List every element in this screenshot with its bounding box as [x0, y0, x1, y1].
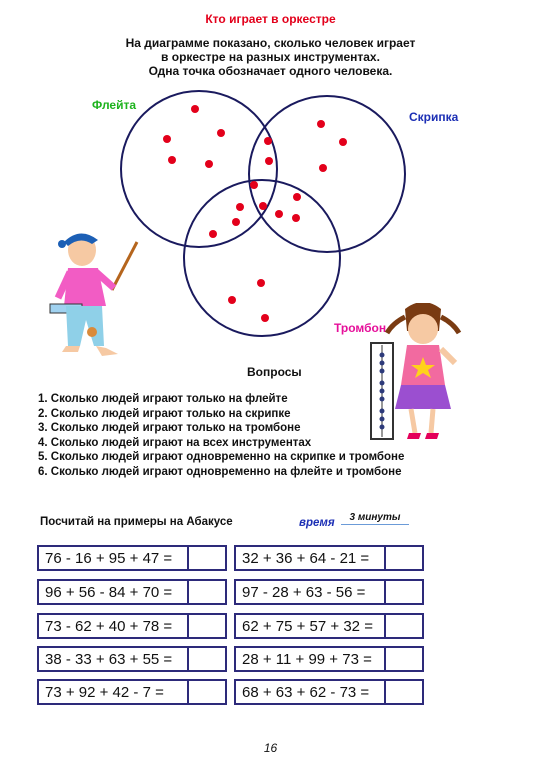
person-dot-violin-trombone-only [275, 210, 283, 218]
flute-circle [121, 91, 277, 247]
questions-list [38, 392, 404, 480]
person-dot-violin-only [319, 164, 327, 172]
person-dot-violin-trombone-only [292, 214, 300, 222]
exercise-box [234, 613, 424, 639]
violin-label: Скрипка [409, 110, 459, 124]
page-title: Кто играет в оркестре [205, 12, 336, 26]
person-dot-trombone-only [257, 279, 265, 287]
exercise-box [37, 679, 227, 705]
page-number: 16 [263, 741, 278, 755]
person-dot-trombone-only [261, 314, 269, 322]
intro-line: Одна точка обозначает одного человека. [148, 64, 393, 78]
exercise-expression: 73 - 62 + 40 + 78 = [45, 617, 173, 635]
exercise-box [234, 679, 424, 705]
exercise-expression: 73 + 92 + 42 - 7 = [45, 683, 164, 701]
person-dot-flute-trombone-only [232, 218, 240, 226]
intro-line: На диаграмме показано, сколько человек играет [125, 36, 416, 50]
answer-box[interactable] [187, 615, 225, 637]
person-dot-flute-only [191, 105, 199, 113]
answer-box[interactable] [384, 581, 422, 603]
flute-label: Флейта [92, 98, 137, 112]
answer-box[interactable] [384, 648, 422, 670]
exercise-expression: 62 + 75 + 57 + 32 = [242, 617, 373, 635]
time-label: время [299, 517, 335, 529]
question-item: 1. Сколько людей играют только на флейте [38, 393, 288, 405]
abacus-task-heading: Посчитай на примеры на Абакусе [40, 516, 233, 528]
trombone-label: Тромбон [334, 321, 387, 335]
questions-heading: Вопросы [247, 365, 302, 379]
answer-box[interactable] [187, 581, 225, 603]
question-item: 4. Сколько людей играют на всех инструментах [38, 436, 312, 449]
person-dot-all-three [259, 202, 267, 210]
exercise-expression: 68 + 63 + 62 - 73 = [242, 683, 370, 701]
person-dot-flute-trombone-only [209, 230, 217, 238]
exercise-expression: 96 + 56 - 84 + 70 = [45, 583, 173, 601]
person-dot-flute-only [217, 129, 225, 137]
exercise-box [37, 545, 227, 571]
exercise-expression: 97 - 28 + 63 - 56 = [242, 583, 366, 601]
exercise-box [37, 646, 227, 672]
question-item: 3. Сколько людей играют только на тромбоне [38, 422, 301, 435]
person-dot-flute-only [205, 160, 213, 168]
answer-box[interactable] [384, 547, 422, 569]
person-dot-flute-violin-only [264, 137, 272, 145]
person-dot-trombone-only [228, 296, 236, 304]
boy-illustration [40, 228, 140, 368]
exercise-box [37, 613, 227, 639]
question-item: 6. Сколько людей играют одновременно на флейте и тромбоне [38, 465, 402, 478]
intro-line: в оркестре на разных инструментах. [161, 50, 380, 64]
person-dot-violin-only [339, 138, 347, 146]
person-dot-flute-only [168, 156, 176, 164]
exercise-expression: 76 - 16 + 95 + 47 = [45, 549, 173, 567]
answer-box[interactable] [187, 681, 225, 703]
question-item: 5. Сколько людей играют одновременно на скрипке и тромбоне [38, 451, 405, 464]
answer-box[interactable] [187, 547, 225, 569]
person-dot-all-three [250, 181, 258, 189]
exercise-box [234, 545, 424, 571]
person-dot-violin-trombone-only [293, 193, 301, 201]
exercise-expression: 32 + 36 + 64 - 21 = [242, 549, 370, 567]
violin-circle [249, 96, 405, 252]
answer-box[interactable] [187, 648, 225, 670]
answer-box[interactable] [384, 681, 422, 703]
exercise-box [234, 646, 424, 672]
exercise-expression: 28 + 11 + 99 + 73 = [242, 650, 372, 668]
exercise-box [234, 579, 424, 605]
question-item: 2. Сколько людей играют только на скрипке [38, 407, 291, 420]
person-dot-flute-only [163, 135, 171, 143]
answer-box[interactable] [384, 615, 422, 637]
person-dot-violin-only [317, 120, 325, 128]
exercise-expression: 38 - 33 + 63 + 55 = [45, 650, 173, 668]
person-dot-flute-violin-only [265, 157, 273, 165]
time-value: 3 минуты [341, 512, 409, 525]
exercise-box [37, 579, 227, 605]
person-dot-flute-trombone-only [236, 203, 244, 211]
